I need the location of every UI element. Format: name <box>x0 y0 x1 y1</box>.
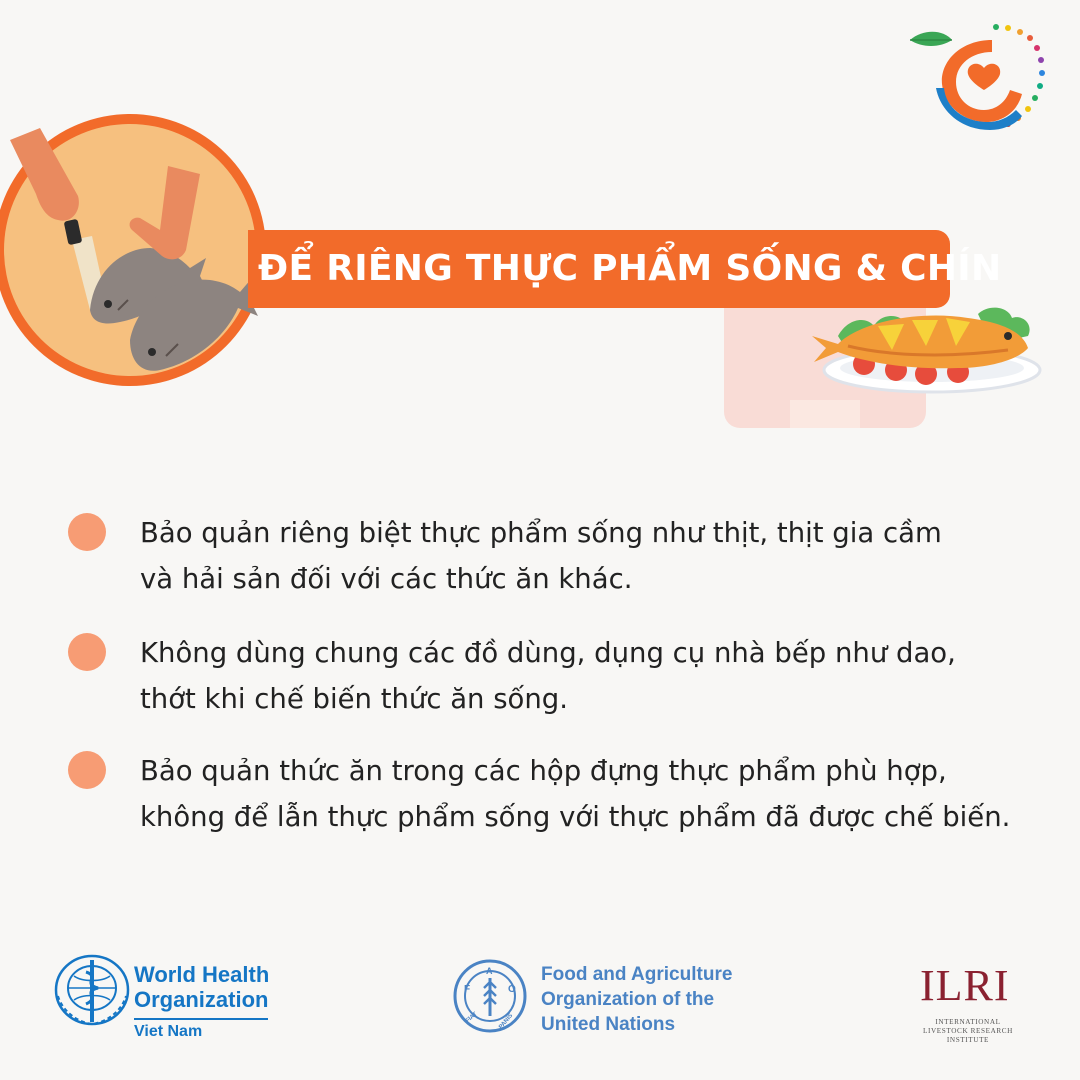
list-item-line: Bảo quản riêng biệt thực phẩm sống như thịt, thịt gia cầm <box>140 517 942 549</box>
brand-logo-icon <box>900 18 1050 138</box>
list-item-text <box>140 748 1030 840</box>
fao-name <box>541 962 761 1037</box>
who-name-line: Organization <box>134 987 269 1012</box>
ilri-subtitle <box>922 1018 1014 1045</box>
fao-name-line: United Nations <box>541 1014 676 1035</box>
fao-name-line: Organization of the <box>541 989 715 1010</box>
ilri-subtitle-line: INTERNATIONAL <box>935 1018 1001 1026</box>
ilri-wordmark: ILRI <box>920 961 1010 1010</box>
fao-emblem-letter: F <box>464 984 471 995</box>
bullet-dot-icon <box>68 513 106 551</box>
fao-emblem-motto: PANIS <box>498 1012 515 1031</box>
fao-emblem-letter: O <box>508 984 516 995</box>
list-item-line: Bảo quản thức ăn trong các hộp đựng thực phẩm phù hợp, <box>140 755 947 787</box>
fao-emblem-icon <box>452 958 528 1034</box>
who-logo <box>52 952 282 1048</box>
list-item-line: Không dùng chung các đồ dùng, dụng cụ nhà bếp như dao, <box>140 637 956 669</box>
list-item-text <box>140 630 1030 722</box>
fao-emblem-motto: FIAT <box>464 1011 479 1025</box>
list-item-line: và hải sản đối với các thức ăn khác. <box>140 563 633 595</box>
ilri-logo <box>918 962 1018 1054</box>
page-title: ĐỂ RIÊNG THỰC PHẨM SỐNG & CHÍN <box>258 248 1002 289</box>
fao-name-line: Food and Agriculture <box>541 964 733 985</box>
list-item-line: không để lẫn thực phẩm sống với thực phẩm đã được chế biến. <box>140 801 1011 833</box>
cooked-fish-plate-icon <box>808 296 1044 400</box>
who-country: Viet Nam <box>134 1023 203 1040</box>
list-item-line: thớt khi chế biến thức ăn sống. <box>140 683 568 715</box>
ilri-subtitle-line: LIVESTOCK RESEARCH <box>923 1027 1013 1035</box>
bullet-dot-icon <box>68 633 106 671</box>
ilri-subtitle-line: INSTITUTE <box>946 1036 990 1044</box>
who-name <box>134 962 284 1012</box>
cutting-raw-fish-illustration-icon <box>0 100 290 400</box>
fao-logo <box>452 958 752 1038</box>
who-name-line: World Health <box>134 962 270 987</box>
decorative-pink-box-inner <box>790 400 860 428</box>
who-divider <box>134 1018 268 1020</box>
fao-emblem-letter: A <box>486 966 493 976</box>
list-item-text <box>140 510 1030 602</box>
title-banner <box>248 230 1002 308</box>
bullet-dot-icon <box>68 751 106 789</box>
who-emblem-icon <box>52 952 132 1028</box>
